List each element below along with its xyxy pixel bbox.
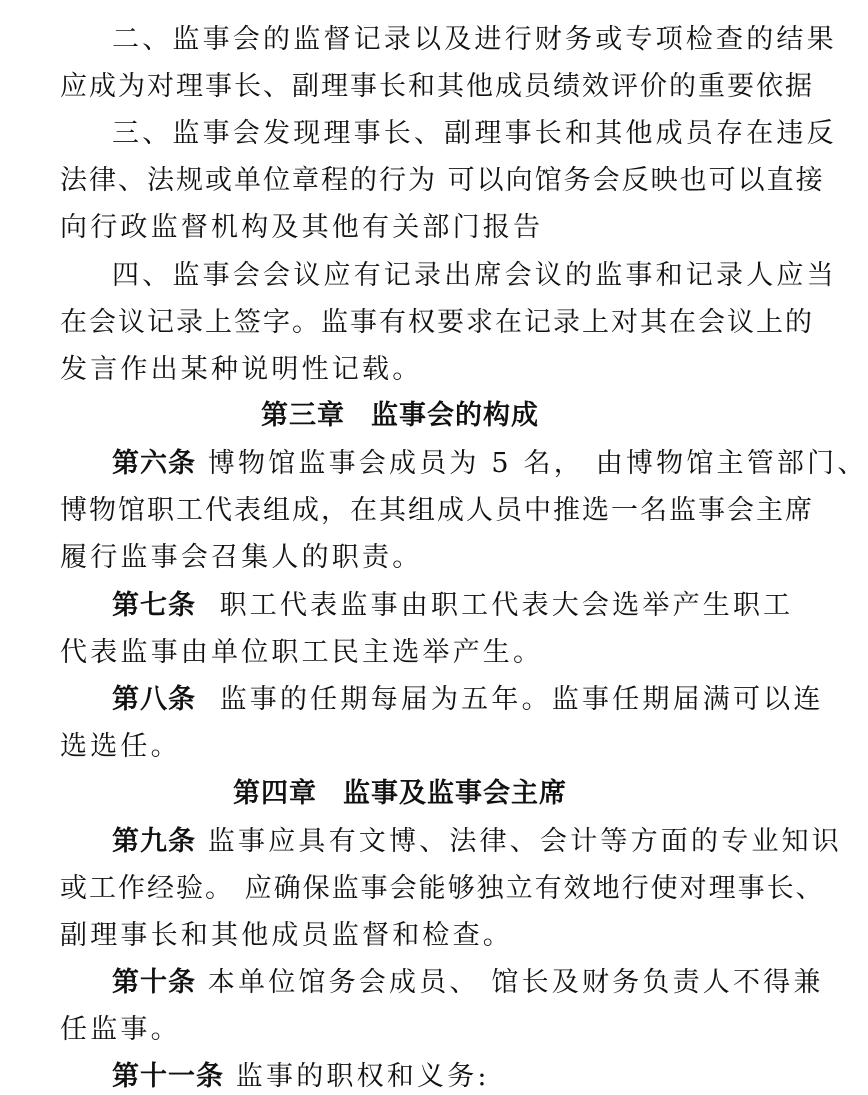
article-label: 第十条 (112, 967, 196, 998)
chapter-title: 监事及监事会主席 (343, 778, 567, 809)
article-label: 第七条 (112, 590, 196, 621)
chapter-number: 第四章 (233, 778, 317, 809)
article-line: 或工作经验。 应确保监事会能够独立有效地行使对理事长、 (60, 873, 825, 904)
article-line (112, 682, 824, 718)
article-line (112, 824, 842, 860)
article-text: 监事的职权和义务: (235, 1061, 490, 1092)
paragraph-line: 向行政监督机构及其他有关部门报告 (60, 212, 544, 243)
article-line: 履行监事会召集人的职责。 (60, 542, 423, 573)
article-line (112, 588, 794, 624)
article-text: 监事的任期每届为五年。监事任期届满可以连 (219, 684, 824, 715)
article-line: 选选任。 (60, 731, 181, 762)
article-text: 本单位馆务会成员、 馆长及财务负责人不得兼 (207, 967, 824, 998)
article-line: 博物馆职工代表组成，在其组成人员中推选一名监事会主席 (60, 495, 814, 526)
chapter-number: 第三章 (261, 400, 345, 431)
article-label: 第十一条 (112, 1061, 224, 1092)
paragraph-line: 发言作出某种说明性记载。 (60, 354, 423, 385)
paragraph-line: 法律、法规或单位章程的行为 可以向馆务会反映也可以直接 (60, 165, 825, 196)
paragraph-line: 在会议记录上签字。监事有权要求在记录上对其在会议上的 (60, 307, 814, 338)
article-label: 第八条 (112, 684, 196, 715)
paragraph-line: 二、监事会的监督记录以及进行财务或专项检查的结果 (112, 24, 837, 55)
article-label: 第六条 (112, 448, 196, 479)
article-line (112, 1059, 762, 1095)
article-line: 副理事长和其他成员监督和检查。 (60, 920, 513, 951)
paragraph-line: 应成为对理事长、副理事长和其他成员绩效评价的重要依据 (60, 71, 814, 102)
chapter-title: 监事会的构成 (371, 400, 539, 431)
article-label: 第九条 (112, 826, 196, 857)
chapter-heading (0, 776, 800, 812)
paragraph-line: 三、监事会发现理事长、副理事长和其他成员存在违反 (112, 118, 837, 149)
article-text: 职工代表监事由职工代表大会选举产生职工 (219, 590, 794, 621)
paragraph-line: 四、监事会会议应有记录出席会议的监事和记录人应当 (112, 260, 837, 291)
article-line: 代表监事由单位职工民主选举产生。 (60, 637, 544, 668)
article-line (112, 446, 868, 482)
article-line (112, 965, 824, 1001)
article-text: 博物馆监事会成员为 5 名， 由博物馆主管部门、 (207, 448, 868, 479)
chapter-heading (0, 398, 800, 434)
article-text: 监事应具有文博、法律、会计等方面的专业知识 (207, 826, 842, 857)
article-line: 任监事。 (60, 1014, 181, 1045)
